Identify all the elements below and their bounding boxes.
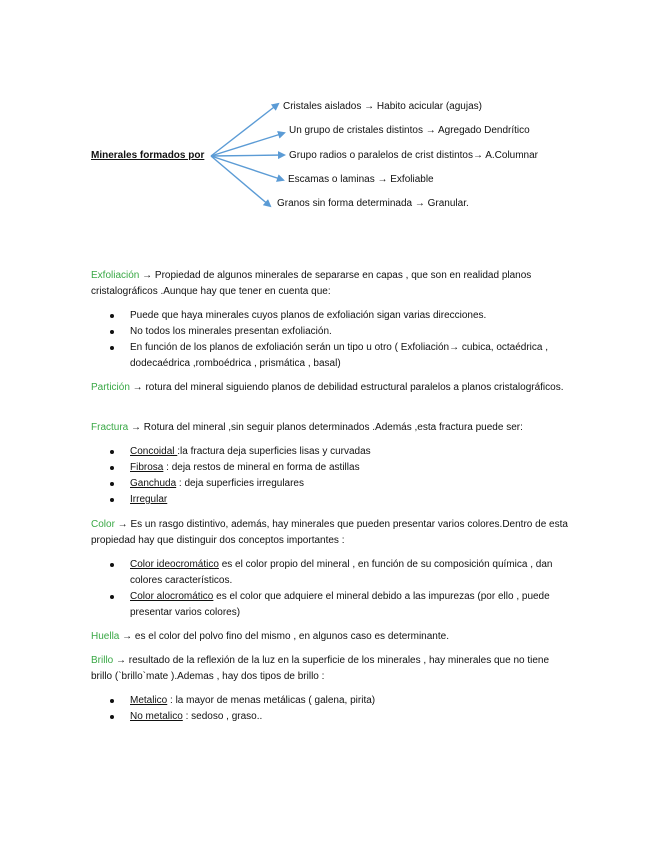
arrow-4 — [211, 156, 283, 180]
brillo-text: → resultado de la reflexión de la luz en la superficie de los minerales , hay minerales que no tiene brillo (`brillo`mate ).Ademas , hay dos tipos de brillo : — [91, 655, 550, 682]
diagram-branch-1: Cristales aislados → Habito acicular (agujas) — [283, 101, 482, 112]
list-item: No todos los minerales presentan exfoliación. — [108, 324, 568, 340]
fractura-type-term: Irregular — [130, 494, 168, 505]
huella-term: Huella — [91, 631, 120, 642]
color-text: → Es un rasgo distintivo, además, hay minerales que pueden presentar varios colores.Dentro de esta propiedad hay que distinguir dos conceptos importantes : — [91, 519, 568, 546]
diagram-branch-3: Grupo radios o paralelos de crist distintos→ A.Columnar — [289, 150, 539, 161]
list-item: Puede que haya minerales cuyos planos de exfoliación sigan varias direcciones. — [108, 308, 568, 324]
diagram-branch-5: Granos sin forma determinada → Granular. — [277, 198, 469, 209]
arrow-5 — [211, 156, 270, 206]
list-item — [108, 709, 568, 725]
fractura-bullet-list — [108, 444, 568, 508]
fractura-type-desc: : deja restos de mineral en forma de astillas — [163, 462, 360, 473]
diagram-arrows — [0, 0, 655, 230]
brillo-paragraph — [91, 653, 571, 685]
fractura-type-term: Fibrosa — [130, 462, 164, 473]
color-term: Color — [91, 519, 115, 530]
list-item — [108, 589, 568, 621]
list-item: En función de los planos de exfoliación serán un tipo u otro ( Exfoliación→ cubica, octaédrica , dodecaédrica ,romboédrica , prismática , basal) — [108, 340, 568, 372]
fractura-type-term: Ganchuda — [130, 478, 177, 489]
fractura-text: → Rotura del mineral ,sin seguir planos determinados .Además ,esta fractura puede ser: — [128, 422, 523, 433]
color-concept-desc: es el color que adquiere el mineral debido a las impurezas (por ello , puede presentar varios colores) — [130, 591, 550, 618]
brillo-type-term: Metalico — [130, 695, 168, 706]
list-item — [108, 693, 568, 709]
huella-text: → es el color del polvo fino del mismo , en algunos caso es determinante. — [119, 631, 449, 642]
brillo-type-desc: : la mayor de menas metálicas ( galena, pirita) — [167, 695, 376, 706]
fractura-paragraph — [91, 420, 571, 436]
fractura-type-term: Concoidal — [130, 446, 178, 457]
arrow-2 — [211, 133, 284, 156]
color-bullet-list — [108, 557, 568, 621]
list-item — [108, 492, 568, 508]
list-item — [108, 557, 568, 589]
arrow-1 — [211, 104, 278, 156]
brillo-bullet-list — [108, 693, 568, 725]
brillo-type-term: No metalico — [130, 711, 183, 722]
huella-paragraph — [91, 629, 571, 645]
fractura-term: Fractura — [91, 422, 129, 433]
color-paragraph — [91, 517, 571, 549]
particion-term: Partición — [91, 382, 130, 393]
fractura-type-desc: :la fractura deja superficies lisas y curvadas — [177, 446, 371, 457]
exfoliacion-bullet-list — [108, 308, 568, 372]
list-item — [108, 444, 568, 460]
list-item — [108, 460, 568, 476]
particion-paragraph — [91, 380, 571, 396]
diagram-root-label: Minerales formados por — [91, 150, 205, 161]
list-item — [108, 476, 568, 492]
color-concept-desc: es el color propio del mineral , en función de su composición química , dan colores característicos. — [130, 559, 553, 586]
diagram-branch-2: Un grupo de cristales distintos → Agregado Dendrítico — [289, 125, 530, 136]
exfoliacion-paragraph — [91, 268, 571, 300]
color-concept-term: Color alocromático — [130, 591, 214, 602]
fractura-type-desc: : deja superficies irregulares — [176, 478, 304, 489]
brillo-type-desc: : sedoso , graso.. — [182, 711, 263, 722]
brillo-term: Brillo — [91, 655, 114, 666]
diagram-branch-4: Escamas o laminas → Exfoliable — [288, 174, 434, 185]
color-concept-term: Color ideocromático — [130, 559, 219, 570]
exfoliacion-text: → Propiedad de algunos minerales de separarse en capas , que son en realidad planos cristalográficos .Aunque hay que tener en cuenta que: — [91, 270, 532, 297]
exfoliacion-term: Exfoliación — [91, 270, 140, 281]
particion-text: → rotura del mineral siguiendo planos de debilidad estructural paralelos a planos cristalográficos. — [129, 382, 564, 393]
arrow-3 — [211, 155, 284, 156]
